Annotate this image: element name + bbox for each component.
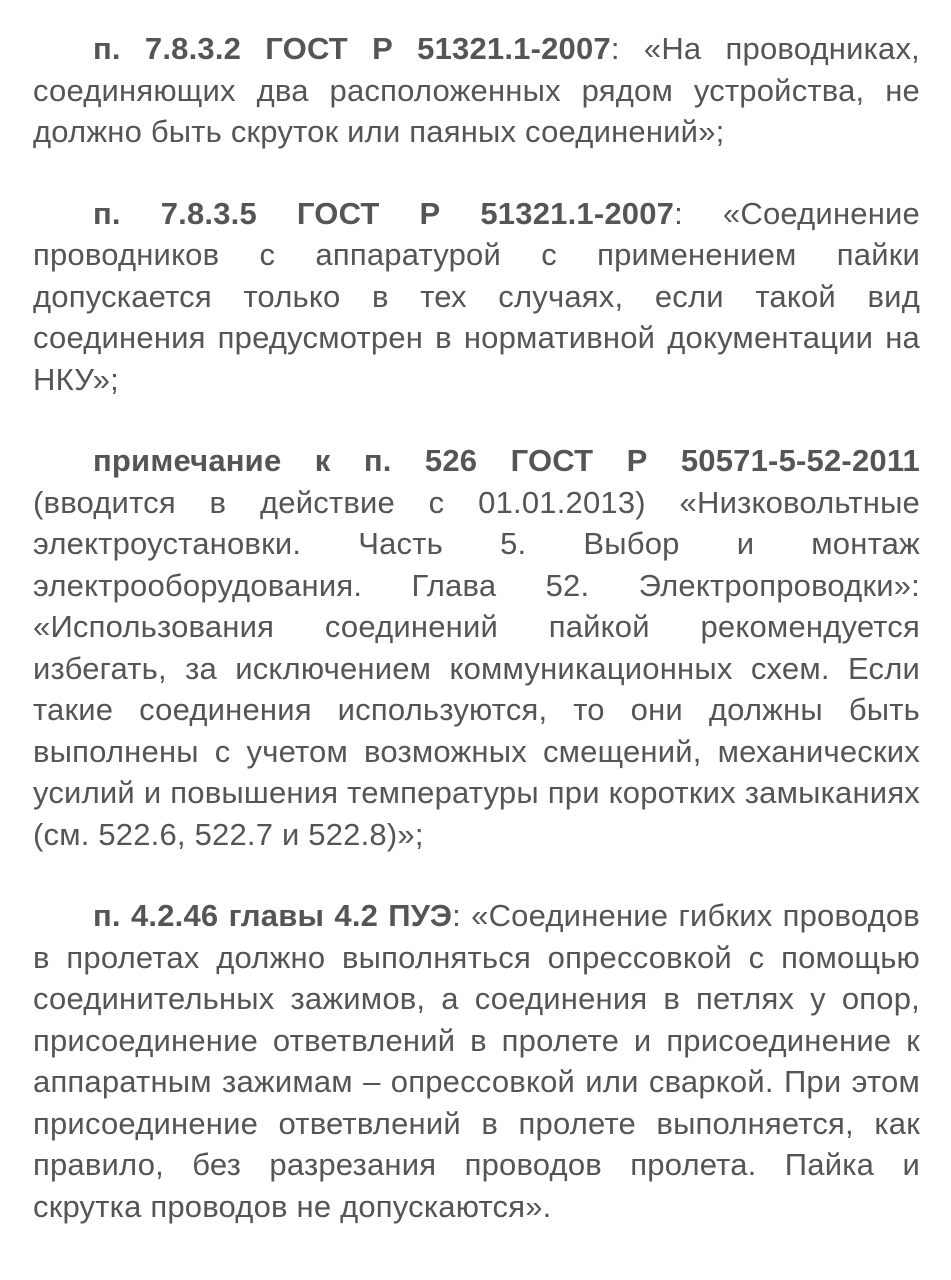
paragraph-reference: примечание к п. 526 ГОСТ Р 50571-5-52-2011 (93, 443, 920, 478)
paragraph-text: (вводится в действие с 01.01.2013) «Низковольтные электроустановки. Часть 5. Выбор и монтаж электрооборудования. Глава 52. Электропроводки»: «Использования соединений пайкой рекомендуется избегать, за исключением коммуникационных схем. Если такие соединения используются, то они должны быть выполнены с учетом возможных смещений, механических усилий и повышения температуры при коротких замыканиях (см. 522.6, 522.7 и 522.8)»; (33, 484, 920, 852)
paragraph-reference: п. 7.8.3.5 ГОСТ Р 51321.1-2007 (93, 195, 675, 231)
paragraph-text: : «Соединение проводников с аппаратурой с применением пайки допускается только в тех случаях, если такой вид соединения предусмотрен в нормативной документации на НКУ»; (33, 195, 920, 397)
paragraph-gost-50571-note-526 (33, 440, 920, 855)
paragraph-gost-51321-7-8-3-5 (33, 193, 920, 401)
paragraph-gost-51321-7-8-3-2 (33, 28, 920, 153)
paragraph-reference: п. 4.2.46 главы 4.2 ПУЭ (93, 898, 453, 933)
paragraph-pue-4-2-46 (33, 895, 920, 1227)
paragraph-text: : «На проводниках, соединяющих два расположенных рядом устройства, не должно быть скруток или паяных соединений»; (33, 31, 920, 149)
paragraph-reference: п. 7.8.3.2 ГОСТ Р 51321.1-2007 (93, 31, 611, 66)
paragraph-text: : «Соединение гибких проводов в пролетах должно выполняться опрессовкой с помощью соединительных зажимов, а соединения в петлях у опор, присоединение ответвлений в пролете и присоединение к аппаратным зажимам – опрессовкой или сваркой. При этом присоединение ответвлений в пролете выполняется, как правило, без разрезания проводов пролета. Пайка и скрутка проводов не допускаются». (33, 898, 920, 1224)
